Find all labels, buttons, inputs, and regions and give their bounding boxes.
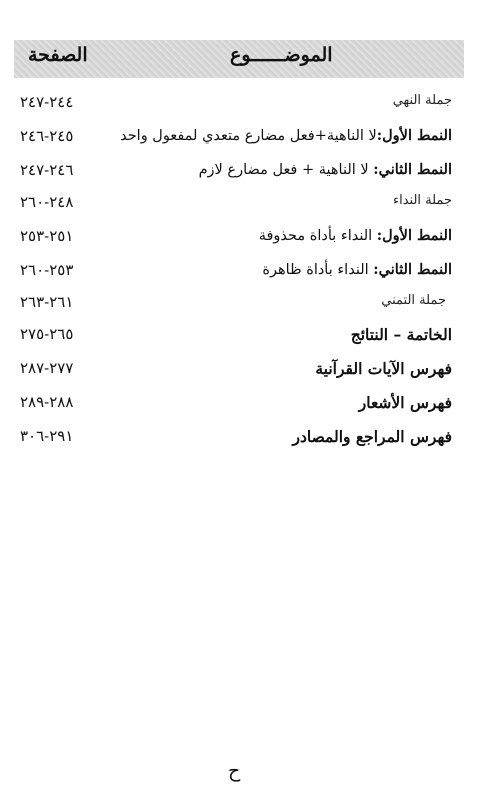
toc-subentry-row: [0, 224, 500, 254]
toc-pattern-text: لا الناهية+فعل مضارع متعدي لمفعول واحد: [120, 128, 377, 144]
toc-pages: ٢٤٨-٢٦٠: [20, 193, 74, 211]
toc-title: الخاتمة – النتائج: [350, 325, 452, 344]
toc-title: فهرس الأشعار: [358, 393, 452, 412]
toc-pages: ٢٥٣-٢٦٠: [20, 261, 74, 279]
toc-title: [199, 161, 452, 178]
toc-subentry-row: [0, 124, 500, 154]
toc-pattern-label: النمط الأول:: [376, 227, 452, 244]
page-column-heading: الصفحة: [28, 44, 88, 66]
toc-pages: ٢٧٧-٢٨٧: [20, 359, 74, 377]
toc-pages: ٢٤٦-٢٤٧: [20, 161, 74, 179]
toc-title: جملة النهي: [392, 93, 452, 108]
toc-pattern-label: النمط الأول:: [376, 127, 452, 144]
toc-pages: ٢٩١-٣٠٦: [20, 427, 74, 445]
page-number: ح: [228, 760, 241, 782]
toc-pattern-text: لا الناهية + فعل مضارع لازم: [198, 162, 374, 178]
toc-section-row: [0, 290, 500, 320]
toc-pages: ٢٥١-٢٥٣: [20, 227, 74, 245]
toc-major-row: [0, 322, 500, 352]
toc-title: فهرس المراجع والمصادر: [292, 427, 452, 446]
toc-subentry-row: [0, 258, 500, 288]
toc-title: فهرس الآيات القرآنية: [315, 359, 452, 378]
toc-pages: ٢٦١-٢٦٣: [20, 293, 74, 311]
toc-section-row: [0, 90, 500, 120]
toc-major-row: [0, 424, 500, 454]
toc-pages: ٢٦٥-٢٧٥: [20, 325, 74, 343]
toc-major-row: [0, 356, 500, 386]
toc-subentry-row: [0, 158, 500, 188]
toc-pattern-label: النمط الثاني:: [373, 161, 452, 178]
toc-title: جملة التمني: [381, 293, 446, 308]
toc-title: [259, 227, 452, 244]
toc-title: جملة النداء: [392, 193, 452, 208]
toc-pattern-label: النمط الثاني:: [373, 261, 452, 278]
toc-section-row: [0, 190, 500, 220]
toc-pages: ٢٤٤-٢٤٧: [20, 93, 74, 111]
toc-pages: ٢٤٥-٢٤٦: [20, 127, 74, 145]
toc-major-row: [0, 390, 500, 420]
toc-title: [120, 127, 452, 144]
toc-header: [14, 40, 464, 78]
toc-pages: ٢٨٨-٢٨٩: [20, 393, 74, 411]
topic-column-heading: الموضــــــوع: [230, 44, 333, 66]
toc-pattern-text: النداء بأداة ظاهرة: [262, 262, 374, 278]
toc-pattern-text: النداء بأداة محذوفة: [258, 228, 377, 244]
toc-title: [262, 261, 452, 278]
